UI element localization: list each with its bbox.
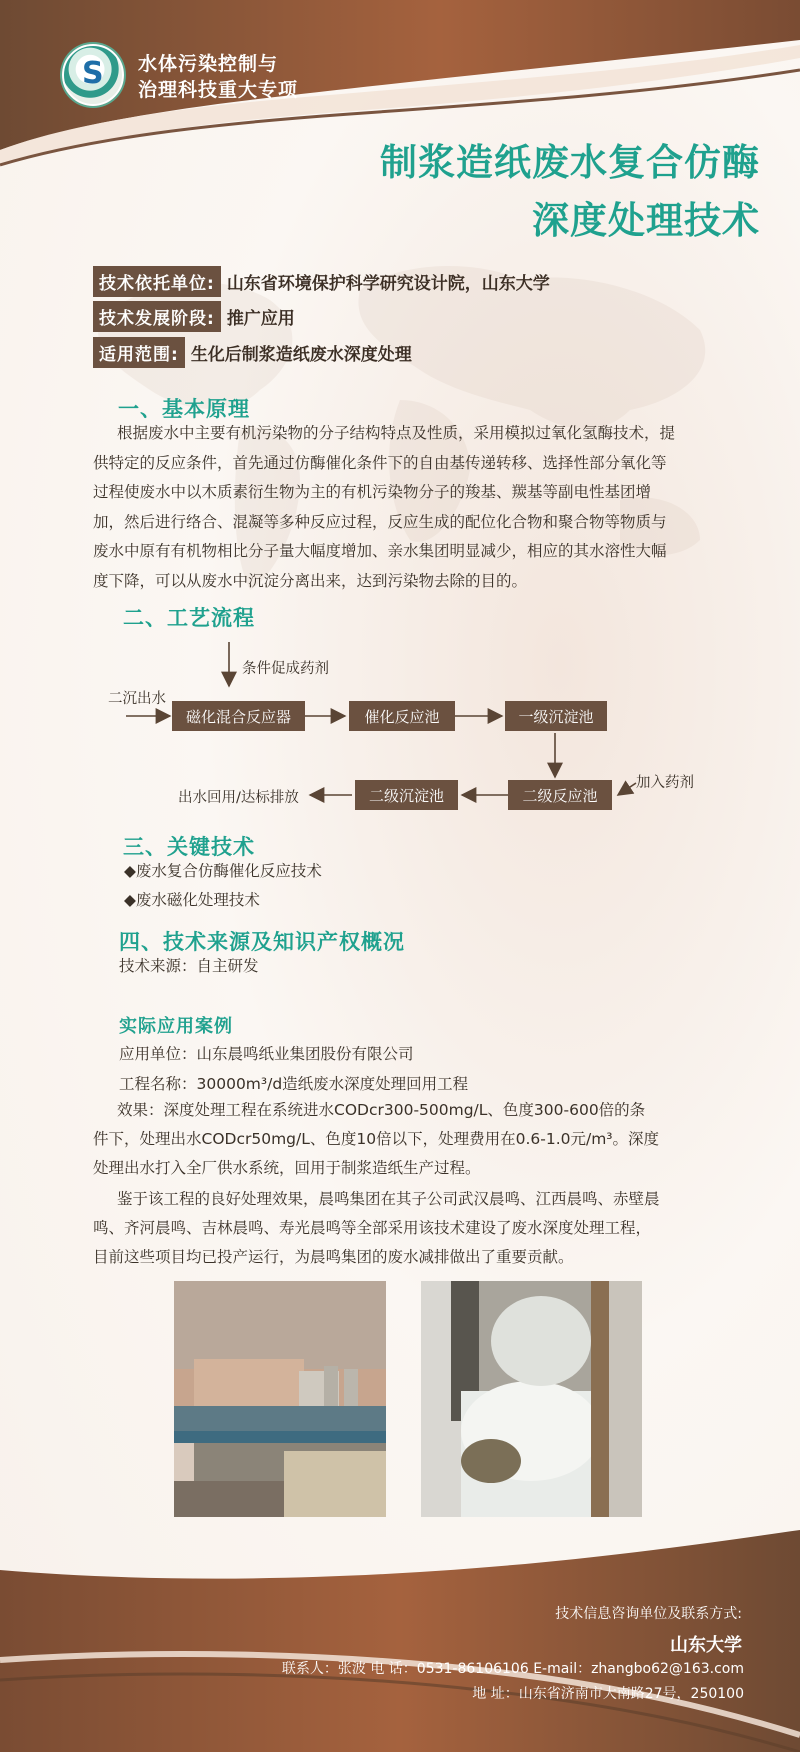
key-tech-item: ◆废水磁化处理技术 xyxy=(124,891,260,909)
reagent-label-1: 条件促成药剂 xyxy=(242,661,329,677)
footer-consult-label: 技术信息咨询单位及联系方式: xyxy=(555,1606,742,1622)
title-line-1: 制浆造纸废水复合仿酶 xyxy=(380,141,760,184)
flow-box-primary-settling: 一级沉淀池 xyxy=(505,701,607,731)
flow-box-secondary-reaction: 二级反应池 xyxy=(508,780,612,810)
info-value: 推广应用 xyxy=(226,309,295,329)
principle-line: 废水中原有有机物相比分子量大幅度增加、亲水集团明显减少，相应的其水溶性大幅 xyxy=(93,542,667,560)
principle-line: 过程使废水中以木质素衍生物为主的有机污染物分子的羧基、羰基等副电性基团增 xyxy=(93,483,652,501)
info-tag: 技术依托单位: xyxy=(93,266,221,297)
principle-line: 根据废水中主要有机污染物的分子结构特点及性质，采用模拟过氧化氢酶技术，提 xyxy=(117,424,676,442)
org-name xyxy=(138,51,298,103)
treatment-photo xyxy=(421,1281,642,1517)
org-line-1: 水体污染控制与 xyxy=(138,53,279,75)
key-tech-item: ◆废水复合仿酶催化反应技术 xyxy=(124,862,322,880)
org-line-2: 治理科技重大专项 xyxy=(138,79,299,101)
reagent-label-2: 加入药剂 xyxy=(636,775,694,791)
flow-box-secondary-settling: 二级沉淀池 xyxy=(355,780,458,810)
section-heading-cases: 实际应用案例 xyxy=(119,1016,233,1037)
section-heading-process: 二、工艺流程 xyxy=(123,606,255,630)
promo-line: 鸣、齐河晨鸣、吉林晨鸣、寿光晨鸣等全部采用该技术建设了废水深度处理工程， xyxy=(93,1219,652,1237)
info-tag: 适用范围: xyxy=(93,337,185,368)
effect-line: 效果：深度处理工程在系统进水CODcr300-500mg/L、色度300-600倍的条 xyxy=(117,1101,646,1119)
info-row-unit xyxy=(93,266,550,297)
section-heading-key-tech: 三、关键技术 xyxy=(123,835,255,859)
page-title xyxy=(380,134,760,250)
principle-line: 供特定的反应条件，首先通过仿酶催化条件下的自由基传递转移、选择性部分氧化等 xyxy=(93,453,667,472)
info-value: 山东省环境保护科学研究设计院，山东大学 xyxy=(226,274,550,294)
effect-line: 件下，处理出水CODcr50mg/L、色度10倍以下，处理费用在0.6-1.0元/m³。深度 xyxy=(93,1130,660,1148)
promo-line: 鉴于该工程的良好处理效果，晨鸣集团在其子公司武汉晨鸣、江西晨鸣、赤壁晨 xyxy=(117,1190,660,1208)
principle-paragraph xyxy=(93,419,708,596)
section-heading-source: 四、技术来源及知识产权概况 xyxy=(119,930,405,954)
info-value: 生化后制浆造纸废水深度处理 xyxy=(190,345,412,365)
case-project: 工程名称：30000m³/d造纸废水深度处理回用工程 xyxy=(119,1075,469,1093)
effect-line: 处理出水打入全厂供水系统，回用于制浆造纸生产过程。 xyxy=(93,1159,481,1177)
flow-box-catalytic-tank: 催化反应池 xyxy=(349,701,455,731)
info-tag: 技术发展阶段: xyxy=(93,301,221,332)
footer-address: 地 址：山东省济南市大南路27号，250100 xyxy=(472,1686,744,1702)
case-effect xyxy=(93,1096,708,1183)
plant-photo xyxy=(174,1281,386,1517)
section-heading-principle: 一、基本原理 xyxy=(118,397,250,421)
output-label: 出水回用/达标排放 xyxy=(178,790,299,806)
footer-contact: 联系人：张波 电 话：0531-86106106 E-mail：zhangbo62@163.com xyxy=(281,1661,744,1677)
flow-box-magnetic-reactor: 磁化混合反应器 xyxy=(172,701,305,731)
title-line-2: 深度处理技术 xyxy=(532,199,760,242)
tech-source: 技术来源：自主研发 xyxy=(119,957,259,975)
logo-emblem-icon: S xyxy=(82,56,104,91)
principle-line: 度下降，可以从废水中沉淀分离出来，达到污染物去除的目的。 xyxy=(93,571,528,590)
input-label: 二沉出水 xyxy=(108,691,166,707)
project-logo xyxy=(62,44,124,106)
case-unit: 应用单位：山东晨鸣纸业集团股份有限公司 xyxy=(119,1045,414,1063)
info-row-scope xyxy=(93,337,412,368)
promo-line: 目前这些项目均已投产运行，为晨鸣集团的废水减排做出了重要贡献。 xyxy=(93,1248,574,1266)
case-promotion xyxy=(93,1185,708,1272)
footer-university: 山东大学 xyxy=(670,1635,742,1656)
principle-line: 加，然后进行络合、混凝等多种反应过程，反应生成的配位化合物和聚合物等物质与 xyxy=(93,512,667,531)
info-row-stage xyxy=(93,301,295,332)
